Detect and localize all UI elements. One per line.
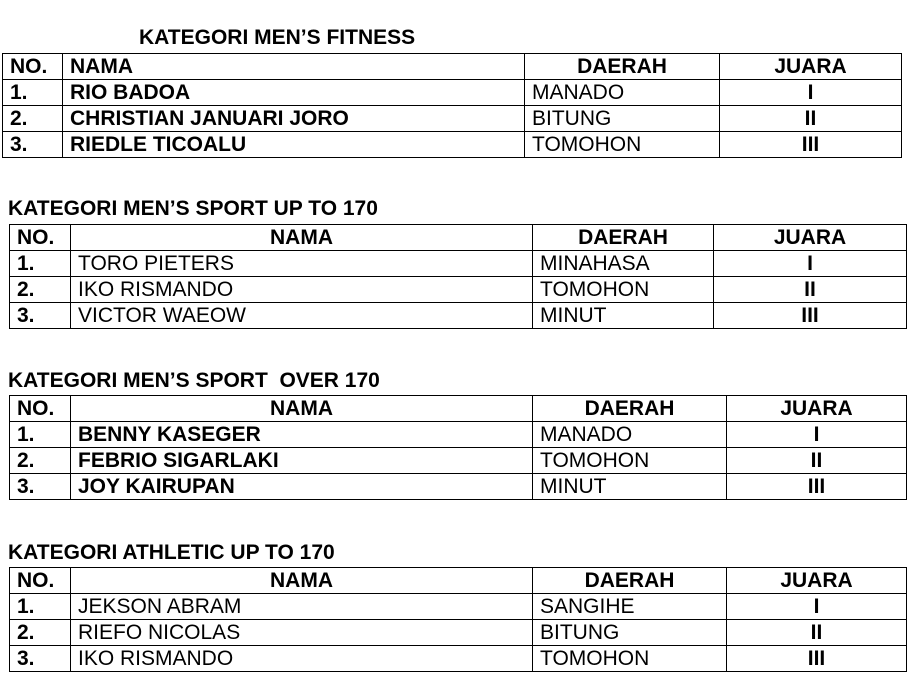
category-title-athletic-up-170: KATEGORI ATHLETIC UP TO 170 <box>8 541 335 564</box>
cell-juara: I <box>714 251 907 277</box>
table-row <box>10 251 907 277</box>
cell-no: 2. <box>10 277 71 303</box>
header-nama: NAMA <box>71 225 533 251</box>
cell-nama: IKO RISMANDO <box>71 277 533 303</box>
cell-no: 1. <box>3 80 63 106</box>
cell-juara: II <box>714 277 907 303</box>
cell-juara: III <box>720 132 902 158</box>
cell-juara: I <box>720 80 902 106</box>
cell-nama: RIEFO NICOLAS <box>71 620 533 646</box>
cell-nama: FEBRIO SIGARLAKI <box>71 448 533 474</box>
header-no: NO. <box>3 54 63 80</box>
table-header-row <box>10 568 907 594</box>
cell-daerah: TOMOHON <box>533 277 714 303</box>
cell-no: 3. <box>10 303 71 329</box>
category-title-fitness: KATEGORI MEN’S FITNESS <box>139 26 416 49</box>
table-row <box>10 277 907 303</box>
header-juara: JUARA <box>714 225 907 251</box>
category-title-sport-up-170: KATEGORI MEN’S SPORT UP TO 170 <box>8 197 378 220</box>
table-row <box>10 646 907 672</box>
cell-daerah: BITUNG <box>533 620 727 646</box>
header-juara: JUARA <box>727 396 907 422</box>
cell-nama: RIEDLE TICOALU <box>63 132 525 158</box>
header-juara: JUARA <box>720 54 902 80</box>
cell-juara: III <box>727 646 907 672</box>
cell-nama: TORO PIETERS <box>71 251 533 277</box>
header-no: NO. <box>10 225 71 251</box>
cell-juara: II <box>720 106 902 132</box>
header-nama: NAMA <box>71 568 533 594</box>
table-header-row <box>10 225 907 251</box>
cell-daerah: MINUT <box>533 474 727 500</box>
table-row <box>10 620 907 646</box>
cell-juara: I <box>727 594 907 620</box>
header-no: NO. <box>10 568 71 594</box>
cell-daerah: BITUNG <box>525 106 720 132</box>
category-title-sport-over-170: KATEGORI MEN’S SPORT OVER 170 <box>8 369 380 392</box>
cell-nama: VICTOR WAEOW <box>71 303 533 329</box>
cell-juara: II <box>727 620 907 646</box>
cell-no: 3. <box>10 474 71 500</box>
table-row <box>10 594 907 620</box>
cell-daerah: MINUT <box>533 303 714 329</box>
header-no: NO. <box>10 396 71 422</box>
cell-no: 2. <box>10 448 71 474</box>
cell-nama: CHRISTIAN JANUARI JORO <box>63 106 525 132</box>
cell-juara: II <box>727 448 907 474</box>
cell-daerah: MANADO <box>533 422 727 448</box>
cell-daerah: MINAHASA <box>533 251 714 277</box>
cell-nama: RIO BADOA <box>63 80 525 106</box>
table-row <box>10 422 907 448</box>
results-table-athletic-up-170 <box>9 567 907 672</box>
cell-no: 3. <box>10 646 71 672</box>
cell-no: 1. <box>10 422 71 448</box>
header-daerah: DAERAH <box>533 225 714 251</box>
table-row <box>3 132 902 158</box>
cell-juara: I <box>727 422 907 448</box>
table-header-row <box>3 54 902 80</box>
cell-nama: BENNY KASEGER <box>71 422 533 448</box>
cell-daerah: SANGIHE <box>533 594 727 620</box>
results-table-fitness <box>2 53 902 158</box>
cell-juara: III <box>727 474 907 500</box>
cell-nama: IKO RISMANDO <box>71 646 533 672</box>
cell-juara: III <box>714 303 907 329</box>
table-row <box>3 106 902 132</box>
table-row <box>10 303 907 329</box>
header-juara: JUARA <box>727 568 907 594</box>
cell-daerah: TOMOHON <box>533 448 727 474</box>
cell-daerah: MANADO <box>525 80 720 106</box>
cell-no: 1. <box>10 594 71 620</box>
cell-daerah: TOMOHON <box>533 646 727 672</box>
cell-no: 2. <box>10 620 71 646</box>
cell-no: 1. <box>10 251 71 277</box>
table-row <box>10 448 907 474</box>
table-row <box>10 474 907 500</box>
header-nama: NAMA <box>63 54 525 80</box>
cell-nama: JOY KAIRUPAN <box>71 474 533 500</box>
header-daerah: DAERAH <box>533 396 727 422</box>
cell-nama: JEKSON ABRAM <box>71 594 533 620</box>
cell-no: 3. <box>3 132 63 158</box>
results-table-sport-over-170 <box>9 395 907 500</box>
table-header-row <box>10 396 907 422</box>
header-daerah: DAERAH <box>533 568 727 594</box>
header-daerah: DAERAH <box>525 54 720 80</box>
table-row <box>3 80 902 106</box>
cell-no: 2. <box>3 106 63 132</box>
cell-daerah: TOMOHON <box>525 132 720 158</box>
header-nama: NAMA <box>71 396 533 422</box>
results-table-sport-up-170 <box>9 224 907 329</box>
